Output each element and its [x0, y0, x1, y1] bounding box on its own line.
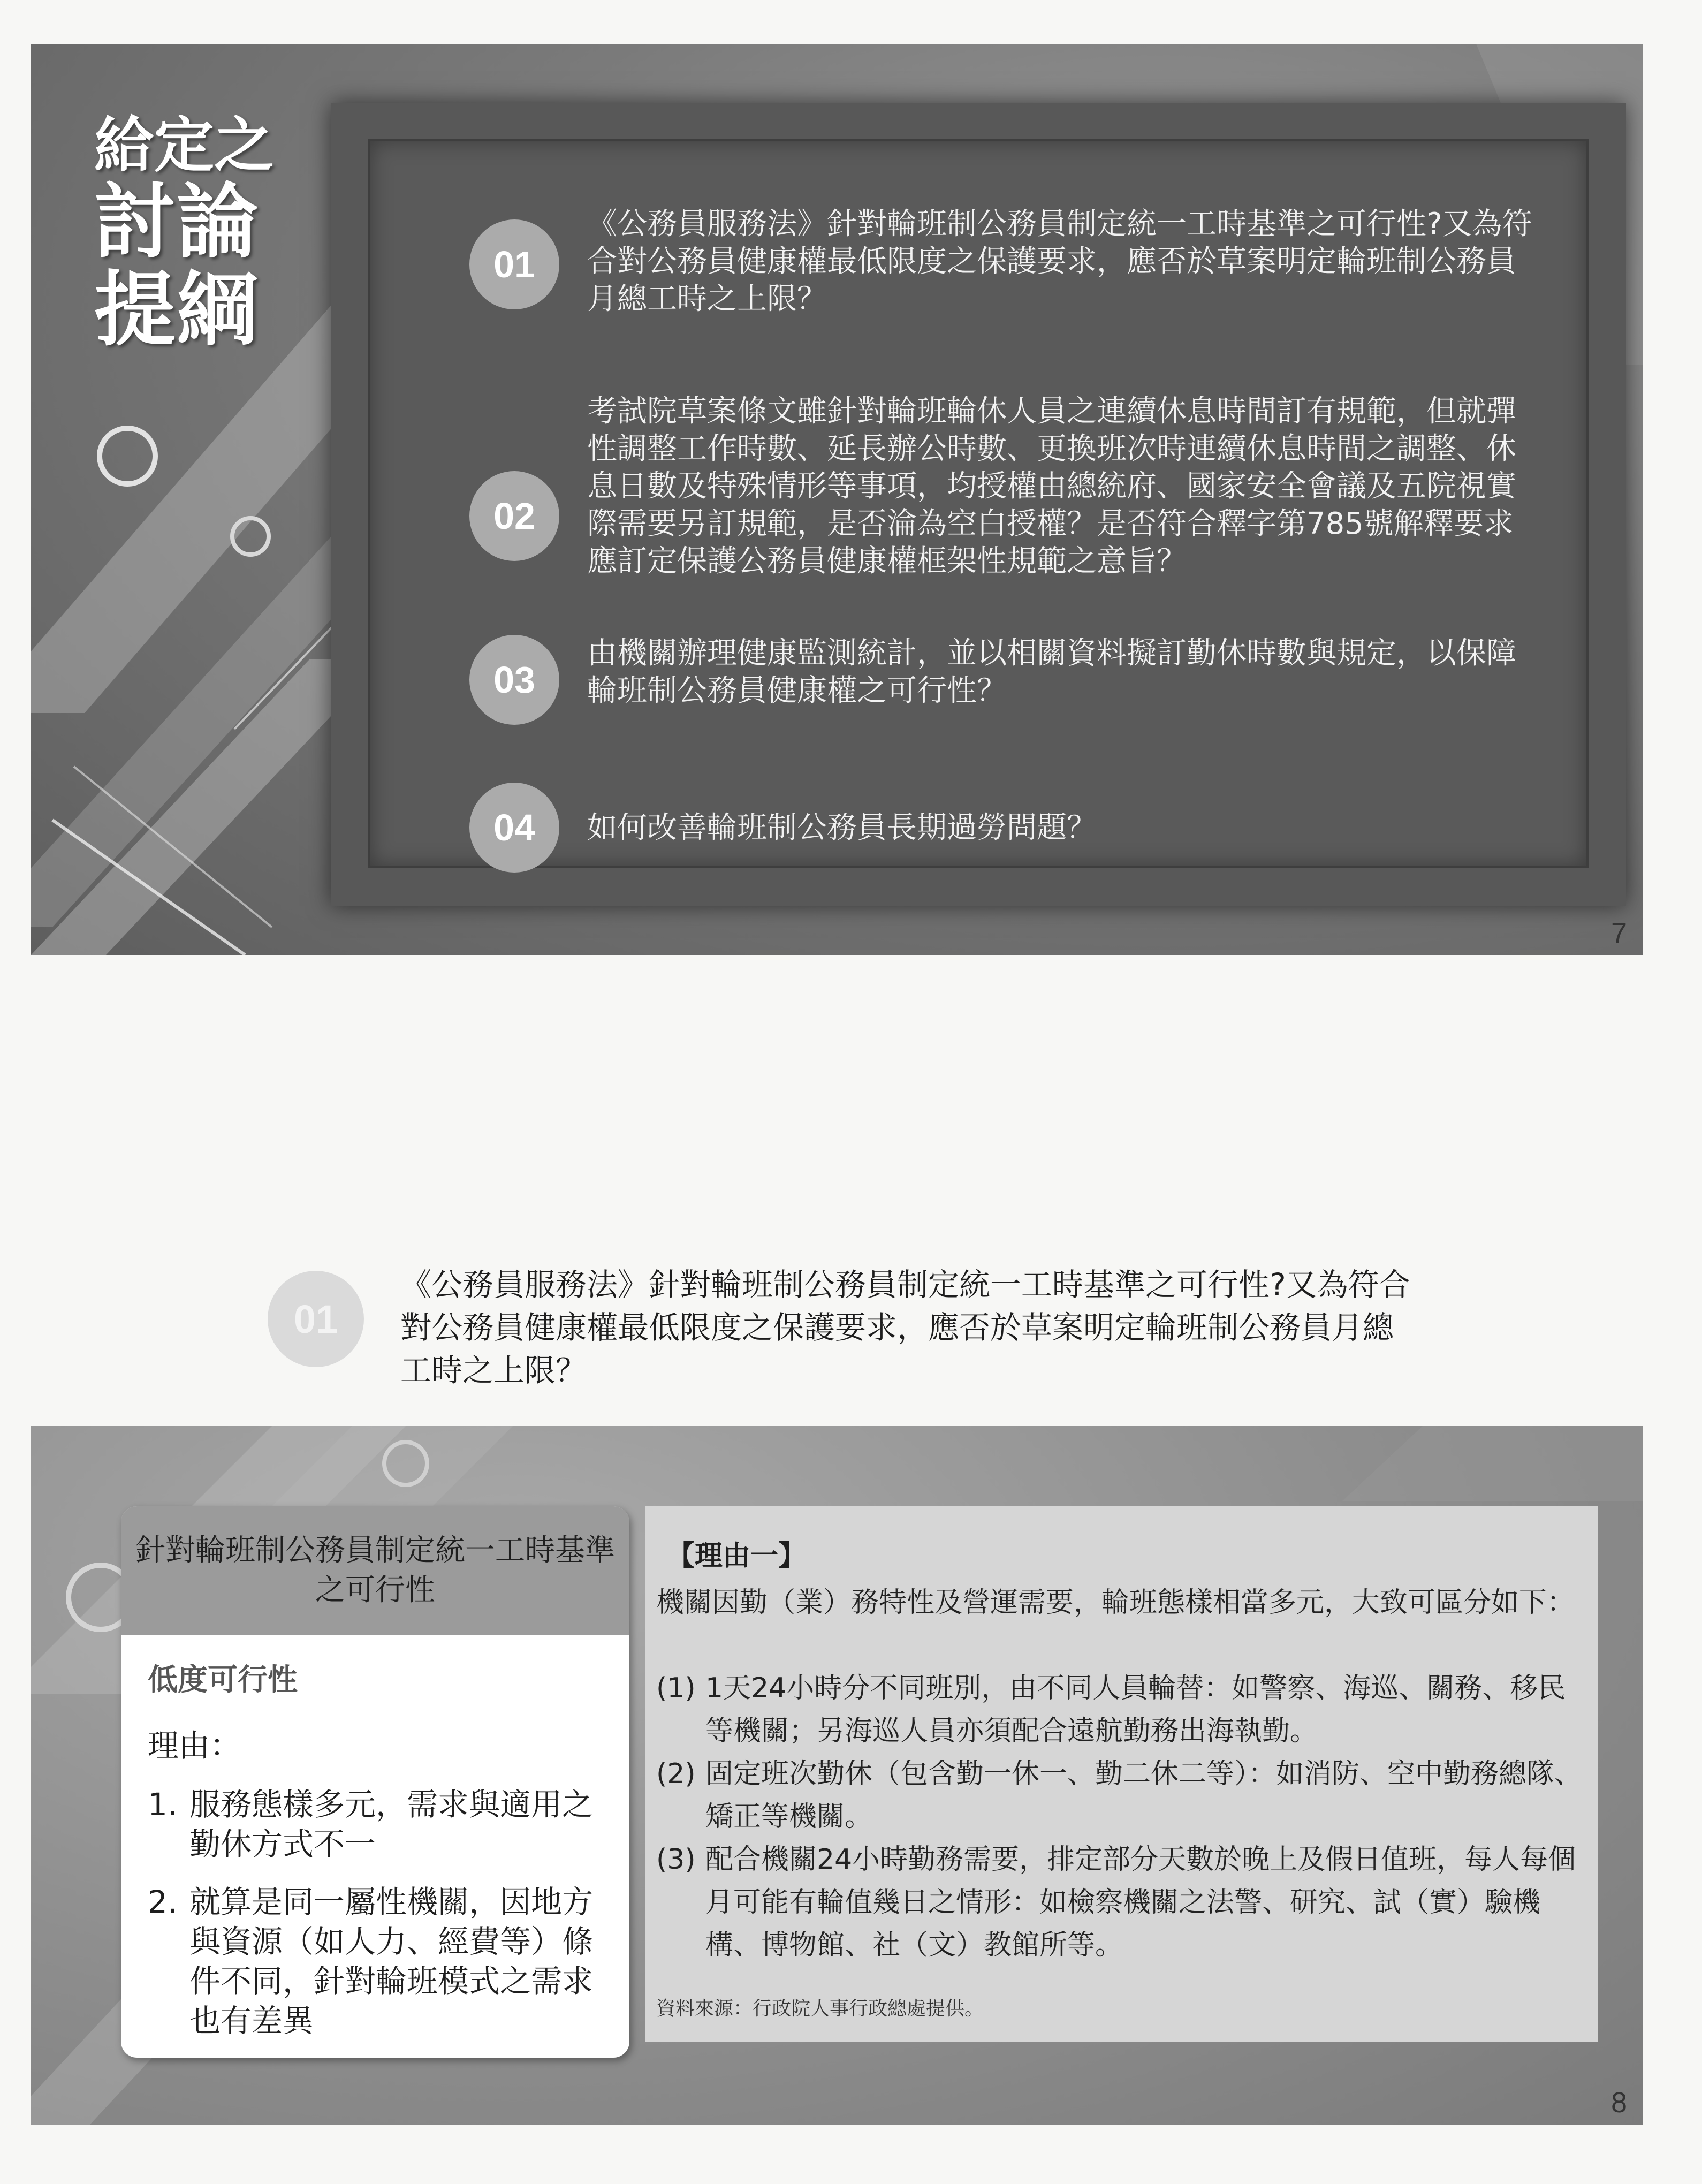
slide-7: [31, 44, 1643, 955]
heading-line-2: 討論: [94, 174, 259, 269]
discussion-board-inner: [368, 139, 1589, 868]
item-text: 《公務員服務法》針對輪班制公務員制定統一工時基準之可行性?又為符合對公務員健康權最低限度之保護要求，應否於草案明定輪班制公務員月總工時之上限？: [587, 207, 1532, 316]
slide-8: [31, 1426, 1643, 2125]
slide-7-heading: [94, 111, 319, 358]
reason-one-intro: 機關因勤（業）務特性及營運需要，輪班態樣相當多元，大致可區分如下：: [656, 1587, 1575, 1619]
item-number-badge: 03: [469, 635, 559, 725]
item-text: 考試院草案條文雖針對輪班輪休人員之連續休息時間訂有規範，但就彈性調整工作時數、延長辦公時數、更換班次時連續休息時間之調整、休息日數及特殊情形等事項，均授權由總統府、國家安全會議及五院視實際需要另訂規範，是否淪為空白授權？是否符合釋字第785號解釋要求應訂定保護公務員健康權框架性規範之意旨？: [587, 394, 1516, 579]
reason-label: 理由：: [148, 1727, 241, 1764]
heading-line-1: 給定之: [94, 111, 274, 180]
item-text: 如何改善輪班制公務員長期過勞問題？: [587, 810, 1097, 845]
reason-one-title: 【理由一】: [667, 1540, 807, 1572]
list-item-text: 固定班次勤休（包含勤一休一、勤二休二等）：如消防、空中勤務總隊、矯正等機關。: [705, 1758, 1583, 1833]
list-item: [656, 1838, 1587, 1967]
list-item-number: (2): [656, 1758, 696, 1790]
data-source-note: 資料來源：行政院人事行政總處提供。: [656, 1998, 984, 2020]
item-number-badge: 02: [469, 471, 559, 561]
question-number-badge: 01: [268, 1271, 364, 1367]
reason-list: [148, 1785, 608, 2058]
list-item-number: 1.: [148, 1786, 178, 1823]
question-text: 《公務員服務法》針對輪班制公務員制定統一工時基準之可行性?又為符合對公務員健康權最低限度之保護要求，應否於草案明定輪班制公務員月總工時之上限？: [400, 1267, 1410, 1389]
item-number-badge: 04: [469, 783, 559, 873]
reason-one-panel: [645, 1506, 1598, 2042]
page-number: 8: [1610, 2087, 1627, 2119]
discussion-board: [331, 103, 1626, 906]
reason-one-points: [656, 1667, 1587, 1967]
feasibility-card: [121, 1506, 629, 2058]
feasibility-level: 低度可行性: [148, 1663, 298, 1697]
list-item: [656, 1667, 1587, 1753]
page-number: 7: [1610, 917, 1627, 949]
list-item-text: 1天24小時分不同班別，由不同人員輪替：如警察、海巡、關務、移民等機關；另海巡人員亦須配合遠航勤務出海執勤。: [705, 1672, 1566, 1747]
list-item-text: 就算是同一屬性機關，因地方與資源（如人力、經費等）條件不同，針對輪班模式之需求也有差異: [189, 1884, 594, 2039]
list-item-number: (1): [656, 1672, 696, 1704]
list-item: [148, 1882, 608, 2041]
list-item: [656, 1753, 1587, 1838]
heading-line-3: 提綱: [94, 262, 259, 358]
list-item-number: 2.: [148, 1884, 178, 1920]
list-item-text: 配合機關24小時勤務需要，排定部分天數於晚上及假日值班，每人每個月可能有輪值幾日之情形：如檢察機關之法警、研究、試（實）驗機構、博物館、社（文）教館所等。: [705, 1844, 1576, 1961]
list-item: [148, 1785, 608, 1864]
list-item-number: (3): [656, 1844, 696, 1876]
item-text: 由機關辦理健康監測統計，並以相關資料擬訂勤休時數與規定，以保障輪班制公務員健康權之可行性？: [587, 636, 1516, 708]
list-item-text: 服務態樣多元，需求與適用之勤休方式不一: [189, 1786, 594, 1862]
feasibility-card-title: 針對輪班制公務員制定統一工時基準之可行性: [121, 1506, 629, 1635]
item-number-badge: 01: [469, 219, 559, 309]
